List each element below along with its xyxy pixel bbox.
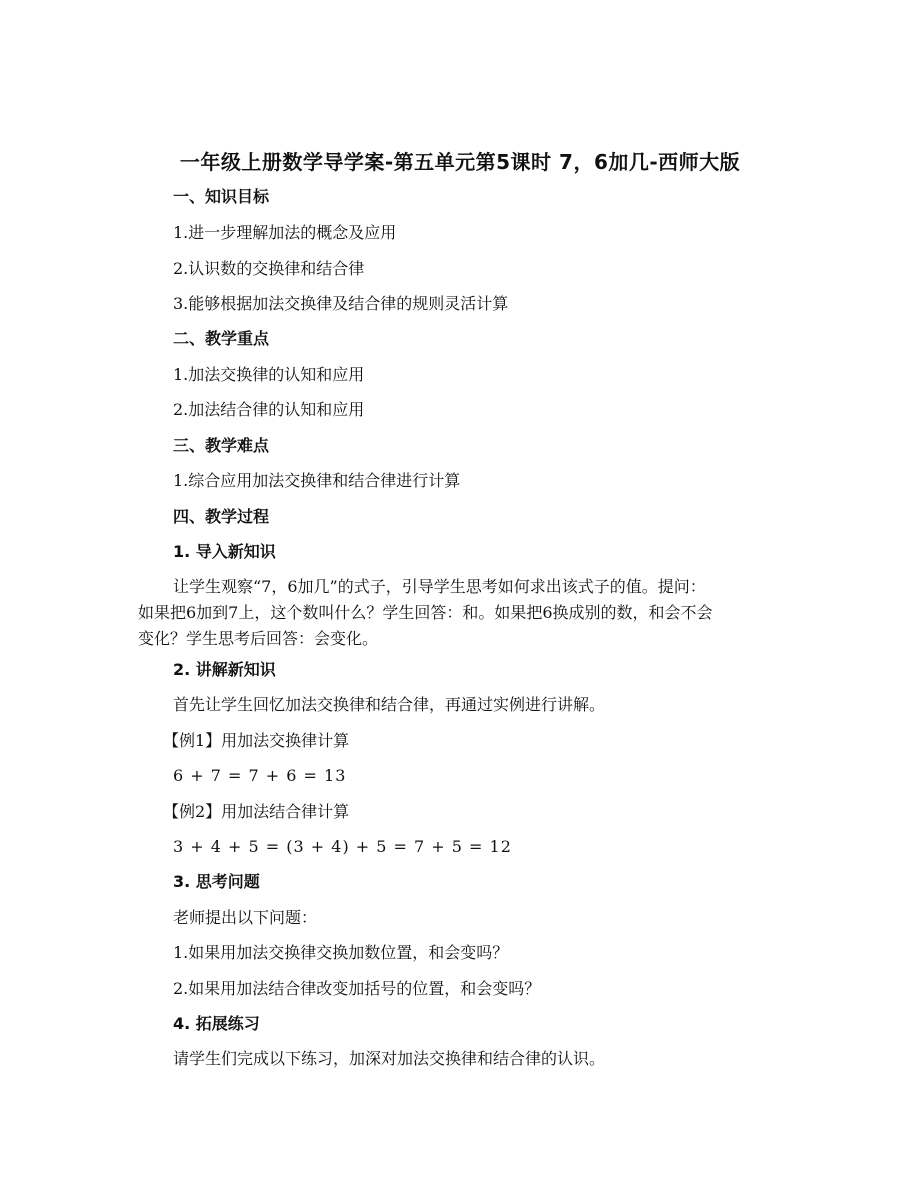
think-item-2: 2.如果用加法结合律改变加括号的位置，和会变吗？ bbox=[173, 979, 541, 998]
example2-label: 【例2】用加法结合律计算 bbox=[163, 802, 350, 821]
process-explain-heading: 2. 讲解新知识 bbox=[173, 660, 276, 679]
example1-formula: 6 + 7 = 7 + 6 = 13 bbox=[173, 766, 347, 785]
section-heading-key-points: 二、教学重点 bbox=[173, 329, 270, 348]
explain-text: 首先让学生回忆加法交换律和结合律，再通过实例进行讲解。 bbox=[173, 695, 606, 714]
process-practice-heading: 4. 拓展练习 bbox=[173, 1014, 260, 1033]
example1-label: 【例1】用加法交换律计算 bbox=[163, 731, 350, 750]
process-intro-heading: 1. 导入新知识 bbox=[173, 542, 276, 561]
key-point-item-1: 1.加法交换律的认知和应用 bbox=[173, 365, 365, 384]
think-text: 老师提出以下问题： bbox=[173, 908, 318, 927]
example2-formula: 3 + 4 + 5 = (3 + 4) + 5 = 7 + 5 = 12 bbox=[173, 837, 512, 856]
goal-item-1: 1.进一步理解加法的概念及应用 bbox=[173, 223, 397, 242]
think-item-1: 1.如果用加法交换律交换加数位置，和会变吗？ bbox=[173, 943, 509, 962]
goal-item-3: 3.能够根据加法交换律及结合律的规则灵活计算 bbox=[173, 294, 509, 313]
process-intro-paragraph bbox=[138, 574, 782, 652]
intro-line-1: 让学生观察“7，6加几”的式子，引导学生思考如何求出该式子的值。提问： bbox=[173, 577, 706, 596]
intro-line-2: 如果把6加到7上，这个数叫什么？学生回答：和。如果把6换成别的数，和会不会 bbox=[138, 603, 713, 622]
process-think-heading: 3. 思考问题 bbox=[173, 872, 260, 891]
difficulty-item-1: 1.综合应用加法交换律和结合律进行计算 bbox=[173, 471, 461, 490]
key-point-item-2: 2.加法结合律的认知和应用 bbox=[173, 400, 365, 419]
section-heading-goals: 一、知识目标 bbox=[173, 187, 270, 206]
section-heading-difficulties: 三、教学难点 bbox=[173, 436, 270, 455]
intro-line-3: 变化？学生思考后回答：会变化。 bbox=[138, 629, 379, 648]
practice-text: 请学生们完成以下练习，加深对加法交换律和结合律的认识。 bbox=[173, 1049, 606, 1068]
goal-item-2: 2.认识数的交换律和结合律 bbox=[173, 259, 365, 278]
document-title: 一年级上册数学导学案-第五单元第5课时 7，6加几-西师大版 bbox=[179, 150, 741, 174]
section-heading-process: 四、教学过程 bbox=[173, 507, 270, 526]
